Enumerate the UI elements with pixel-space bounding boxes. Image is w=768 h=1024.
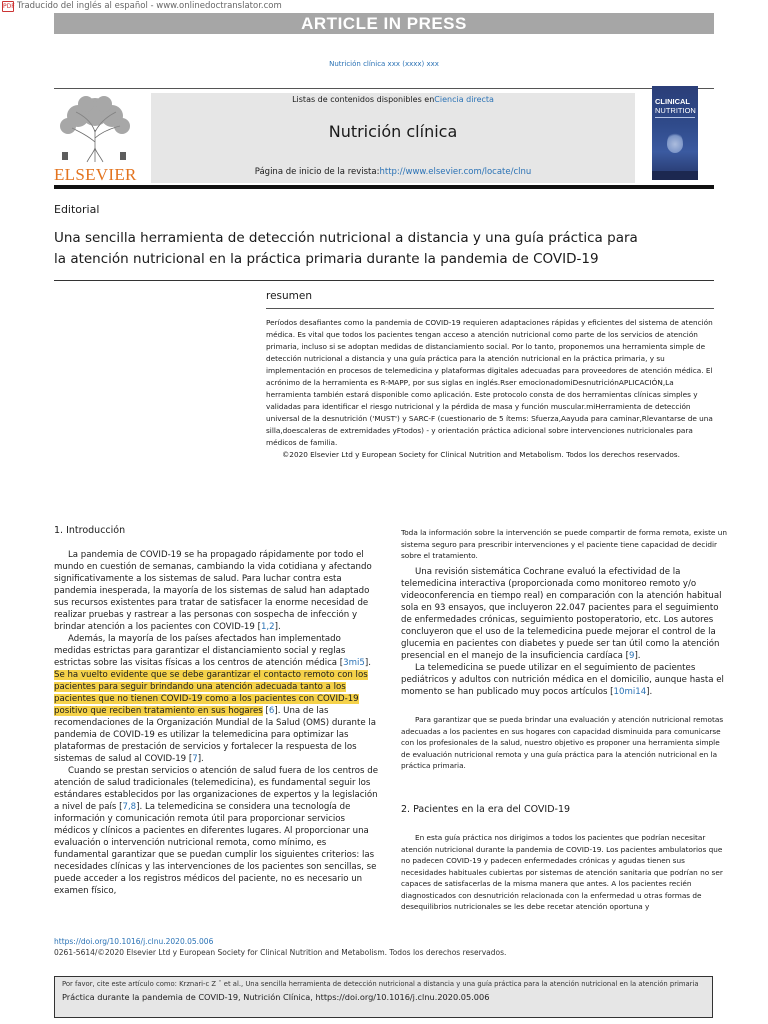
translator-bar-text[interactable]: Traducido del inglés al español - www.onlinedoctranslator.com [17,1,282,11]
text-run: ]. [274,622,281,632]
contents-prefix: Listas de contenidos disponibles en [292,95,435,104]
abstract-rule [266,308,714,309]
title-rule [54,280,714,281]
abstract-body [266,317,716,461]
citation-link[interactable]: 9 [628,651,635,661]
cover-title-line1: CLINICAL [655,97,690,106]
citation-link[interactable]: 7,8 [122,802,137,812]
text-run: ]. [197,754,204,764]
text-run: Una revisión sistemática Cochrane evaluó la efectividad de la telemedicina interactiva (proporcionada como monitoreo remoto y/o videoconferencia en tiempo real) en comparación con la atención habitual sola en 93 ensayos, que incluyeron 22.047 pacientes para el seguimiento de enfermedades crónicas, seguimiento postoperatorio, etc. Los autores concluyeron que el uso de la telemedicina puede mejorar el control de la glucemia en pacientes con diabetes y puede ser tan útil como la atención presencial en el manejo de la insuficiencia cardíaca [ [401,567,722,661]
abstract-text: Períodos desafiantes como la pandemia de COVID-19 requieren adaptaciones rápidas y eficientes del sistema de atención médica. Es vital que todos los pacientes tengan acceso a atención nutricional como parte de los servicios de atención primaria, incluso si se adoptan medidas de distanciamiento social. Por lo tanto, proponemos una herramienta simple de detección nutricional a distancia y una guía práctica para la atención nutricional en la práctica primaria, y su implementación en procesos de telemedicina y plataformas digitales adecuadas para proveedores de atención médica. El acrónimo de la herramienta es R-MAPP, por sus siglas en inglés.Rser emocionadomiDesnutriciónAPLICACIÓN,La herramienta también estará disponible como aplicación. Este protocolo consta de dos herramientas clínicas simples y validadas para identificar el riesgo nutricional y la pérdida de masa y función muscular.miHerramienta de detección universal de la desnutrición ('MUST') y SARC-F (cuestionario de 5 ítems: Sfuerza,Aayuda para caminar,Rlevantarse de una silla,doescaleras de extremidades yFtodos) - y orientación práctica adicional sobre intervenciones nutricionales para médicos de familia. [266,318,713,447]
homepage-prefix: Página de inicio de la revista: [254,167,380,177]
text-run: ]. [646,687,653,697]
text-run: ]. [634,651,641,661]
paragraph: Para garantizar que se pueda brindar una evaluación y atención nutricional remotas adecuadas a los pacientes en sus hogares con capacidad disminuida para comunicarse con los profesionales de la salud, nuestro objetivo es proponer una herramienta simple de evaluación nutricional remota y una guía práctica para la atención nutricional en la práctica primaria. [401,715,724,770]
text-run: Además, la mayoría de los países afectados han implementado medidas estrictas para garantizar el distanciamiento social y reglas estrictas sobre las visitas físicas a los centros de atención médica [ [54,634,346,668]
paragraph [54,549,380,633]
journal-title: Nutrición clínica [328,122,458,141]
text-run: ]. [364,658,371,668]
article-title: Una sencilla herramienta de detección nutricional a distancia y una guía práctica para la atención nutricional en la práctica primaria durante la pandemia de COVID-19 [54,230,638,267]
text-run: [ [262,706,269,716]
right-column-body [401,566,727,698]
citation-link[interactable]: 7 [192,754,198,764]
abstract-label: resumen [266,290,313,302]
journal-homepage-line [151,167,635,177]
section-heading-introduction: 1. Introducción [54,525,126,536]
journal-reference: Nutrición clínica xxx (xxxx) xxx [329,60,439,68]
citation-link[interactable]: 1,2 [260,622,275,632]
abstract-copyright: ©2020 Elsevier Ltd y European Society for Clinical Nutrition and Metabolism. Todos los derechos reservados. [282,450,680,459]
citation-line-2: Práctica durante la pandemia de COVID-19, Nutrición Clínica, https://doi.org/10.1016/j.clnu.2020.05.006 [62,992,490,1002]
contents-available-line [151,95,635,104]
text-run: La pandemia de COVID-19 se ha propagado rápidamente por todo el mundo en cuestión de semanas, cambiando la vida cotidiana y afectando significativamente a los sistemas de salud. Para luchar contra esta pandemia inesperada, la mayoría de los sistemas de salud han adaptado sus recursos existentes para tratar de satisfacer la enorme necesidad de realizar pruebas y rastrear a las personas con sospecha de infección y brindar atención a los pacientes con COVID-19 [ [54,550,372,632]
text-run: La telemedicina se puede utilizar en el seguimiento de pacientes pediátricos y adultos con nutrición médica en el domicilio, aunque hasta el momento se han publicado muy pocos artículos [ [401,663,724,697]
article-type: Editorial [54,203,100,216]
citation-link[interactable]: 6 [268,706,275,716]
homepage-link[interactable]: http://www.elsevier.com/locate/clnu [379,167,532,177]
translate-icon: PDF [3,2,15,10]
right-column-paragraph-4 [401,714,727,772]
citation-line-1: Por favor, cite este artículo como: Krznari-c Z ˇ et al., Una sencilla herramienta de detección nutricional a distancia y una guía práctica para la atención nutricional en la atención primaria [62,980,699,988]
citation-link[interactable]: 3mi5 [343,658,365,668]
citation-link[interactable]: 10mi14 [613,687,647,697]
header-top-rule [54,88,714,89]
cover-footer-band [652,171,698,180]
science-direct-link[interactable]: Ciencia directa [434,95,494,104]
highlighted-text: Se ha vuelto evidente que se debe garantizar el contacto remoto con los pacientes para seguir brindando una atención adecuada tanto a los pacientes que no tienen COVID-19 como a los pacientes con COVID-19 positivo que reciben tratamiento en sus hogares [54,670,368,716]
translator-bar[interactable] [0,0,282,12]
article-in-press-banner: ARTICLE IN PRESS [54,13,714,34]
paragraph: En esta guía práctica nos dirigimos a todos los pacientes que podrían necesitar atención nutricional durante la pandemia de COVID-19. Los pacientes ambulatorios que no padecen COVID-19 y padecen enfermedades crónicas y agudas tienen sus necesidades habituales cubiertas por sistemas de atención sanitaria que podrían no ser capaces de satisfacerlas de la misma manera que antes. A los pacientes recién diagnosticados con desnutrición relacionada con la enfermedad u otras formas de desequilibrios nutricionales se les debe recetar atención oportuna y [401,833,723,911]
doi-link[interactable]: https://doi.org/10.1016/j.clnu.2020.05.006 [54,937,214,946]
paragraph [401,662,727,698]
paragraph [54,765,380,897]
left-column-body [54,549,380,897]
right-column-paragraph-1: Toda la información sobre la intervención se puede compartir de forma remota, existe un sistema seguro para prescribir intervenciones y el paciente tiene capacidad de decidir sobre el tratamiento. [401,528,727,560]
cover-rule [655,117,695,118]
issn-copyright-line: 0261-5614/©2020 Elsevier Ltd y European Society for Clinical Nutrition and Metabolism. Todos los derechos reservados. [54,948,507,957]
cover-title-line2: NUTRITION [655,106,696,115]
section-heading-patients: 2. Pacientes en la era del COVID-19 [401,804,571,815]
right-column-paragraph-5 [401,832,727,913]
header-bottom-rule [54,185,714,189]
journal-cover-thumbnail [652,86,698,180]
paragraph [54,633,380,765]
text-run: ]. La telemedicina se considera una tecnología de información y comunicación remota útil para proporcionar servicios médicos y clínicos a pacientes en diferentes lugares. Al proporcionar una evaluación o intervención nutricional remota, como mínimo, es fundamental garantizar que se puedan cumplir los siguientes criterios: las necesidades clínicas y las intervenciones de los pacientes son sencillas, se puede acceder a los registros médicos del paciente, no es necesario un examen físico, [54,802,377,896]
elsevier-wordmark: ELSEVIER [54,165,137,184]
text-run: ]. Una de las recomendaciones de la Organización Mundial de la Salud (OMS) durante la pandemia de COVID-19 es utilizar la telemedicina para optimizar las plataformas de prestación de servicios y fortalecer la respuesta de los sistemas de salud al COVID-19 [ [54,706,377,764]
cover-droplet-graphic [667,131,683,153]
paragraph [401,566,727,662]
text-run: Cuando se prestan servicios o atención de salud fuera de los centros de atención de salud tradicionales (telemedicina), es fundamental seguir los estándares establecidos por las organizaciones de expertos y la legislación a nivel de país [ [54,766,378,812]
